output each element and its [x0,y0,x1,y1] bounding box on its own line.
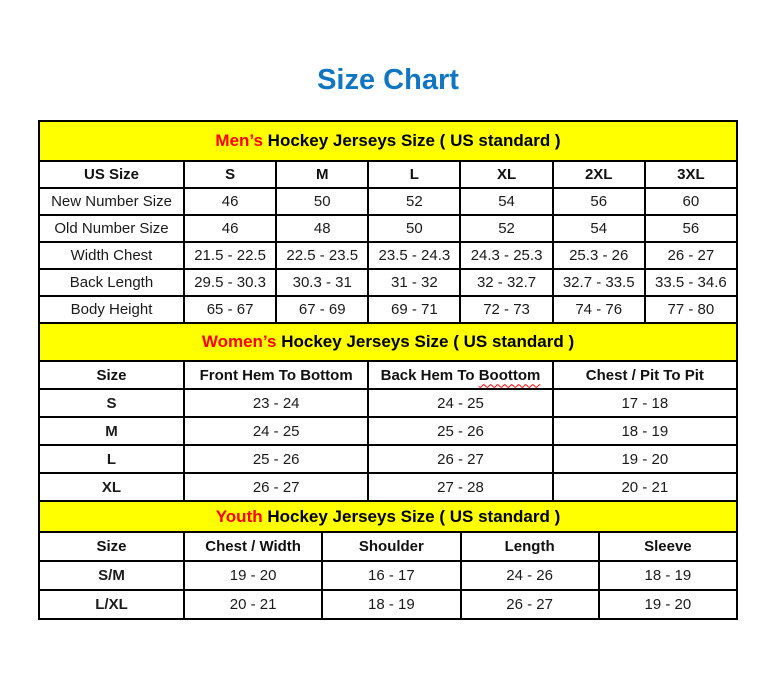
column-header: Chest / Pit To Pit [553,361,737,389]
section-band [39,323,737,361]
misspelled-word: Boottom [478,366,541,384]
row-label: S/M [39,561,184,590]
row-label: S [39,389,184,417]
section-band-row [39,121,737,161]
size-table-youth [38,500,738,620]
size-value: 29.5 - 30.3 [184,269,276,296]
table-row [39,242,737,269]
row-label: Body Height [39,296,184,323]
column-header: Size [39,532,184,561]
size-value: 22.5 - 23.5 [276,242,368,269]
size-value: 50 [276,188,368,215]
column-header: 2XL [553,161,645,188]
section-band-row [39,501,737,532]
size-value: 46 [184,188,276,215]
band-highlight-text: Men’s [215,131,263,150]
size-value: 46 [184,215,276,242]
band-highlight-text: Women’s [201,332,277,351]
table-row [39,417,737,445]
size-value: 48 [276,215,368,242]
page-title: Size Chart [317,64,459,96]
size-value: 21.5 - 22.5 [184,242,276,269]
section-band [39,501,737,532]
size-value: 31 - 32 [368,269,460,296]
column-header: Sleeve [599,532,737,561]
row-label: M [39,417,184,445]
row-label: XL [39,473,184,501]
row-label: Width Chest [39,242,184,269]
table-row [39,445,737,473]
women-column-header-row [39,361,737,389]
size-value: 77 - 80 [645,296,737,323]
size-value: 27 - 28 [368,473,552,501]
row-label: Old Number Size [39,215,184,242]
size-value: 23.5 - 24.3 [368,242,460,269]
size-value: 50 [368,215,460,242]
table-row [39,389,737,417]
column-header: Size [39,361,184,389]
column-header: M [276,161,368,188]
size-value: 56 [645,215,737,242]
size-value: 26 - 27 [368,445,552,473]
size-value: 19 - 20 [184,561,322,590]
table-row [39,473,737,501]
size-value: 67 - 69 [276,296,368,323]
size-value: 24 - 25 [184,417,368,445]
size-value: 20 - 21 [553,473,737,501]
size-table-women [38,322,738,502]
size-value: 69 - 71 [368,296,460,323]
size-value: 33.5 - 34.6 [645,269,737,296]
column-header: XL [460,161,552,188]
size-value: 16 - 17 [322,561,460,590]
table-row [39,215,737,242]
section-band-row [39,323,737,361]
men-column-header-row [39,161,737,188]
size-value: 18 - 19 [553,417,737,445]
size-value: 17 - 18 [553,389,737,417]
size-value: 54 [553,215,645,242]
size-value: 24 - 26 [461,561,599,590]
size-value: 24 - 25 [368,389,552,417]
row-label: New Number Size [39,188,184,215]
column-header: L [368,161,460,188]
band-highlight-text: Youth [215,506,263,526]
column-header: S [184,161,276,188]
row-label: L/XL [39,590,184,619]
size-value: 19 - 20 [553,445,737,473]
column-header: Back Hem To Boottom [368,361,552,389]
column-header: US Size [39,161,184,188]
size-value: 32.7 - 33.5 [553,269,645,296]
size-tables-container [38,120,738,620]
size-value: 20 - 21 [184,590,322,619]
table-row [39,561,737,590]
size-value: 18 - 19 [599,561,737,590]
band-text: Hockey Jerseys Size ( US standard ) [262,506,561,526]
band-text: Hockey Jerseys Size ( US standard ) [262,131,561,150]
size-value: 26 - 27 [461,590,599,619]
size-value: 60 [645,188,737,215]
size-value: 25.3 - 26 [553,242,645,269]
table-row [39,590,737,619]
size-value: 26 - 27 [184,473,368,501]
size-table-men [38,120,738,324]
size-value: 32 - 32.7 [460,269,552,296]
size-value: 25 - 26 [184,445,368,473]
column-header: Length [461,532,599,561]
section-band [39,121,737,161]
youth-column-header-row [39,532,737,561]
row-label: L [39,445,184,473]
row-label: Back Length [39,269,184,296]
column-header: Chest / Width [184,532,322,561]
size-value: 19 - 20 [599,590,737,619]
band-text: Hockey Jerseys Size ( US standard ) [276,332,575,351]
size-value: 52 [460,215,552,242]
size-value: 56 [553,188,645,215]
column-header: Shoulder [322,532,460,561]
size-value: 74 - 76 [553,296,645,323]
column-header: 3XL [645,161,737,188]
size-value: 25 - 26 [368,417,552,445]
size-value: 26 - 27 [645,242,737,269]
table-row [39,269,737,296]
column-header: Front Hem To Bottom [184,361,368,389]
table-row [39,188,737,215]
size-value: 72 - 73 [460,296,552,323]
size-value: 52 [368,188,460,215]
table-row [39,296,737,323]
size-value: 18 - 19 [322,590,460,619]
size-value: 23 - 24 [184,389,368,417]
size-value: 65 - 67 [184,296,276,323]
size-value: 24.3 - 25.3 [460,242,552,269]
size-value: 30.3 - 31 [276,269,368,296]
size-value: 54 [460,188,552,215]
